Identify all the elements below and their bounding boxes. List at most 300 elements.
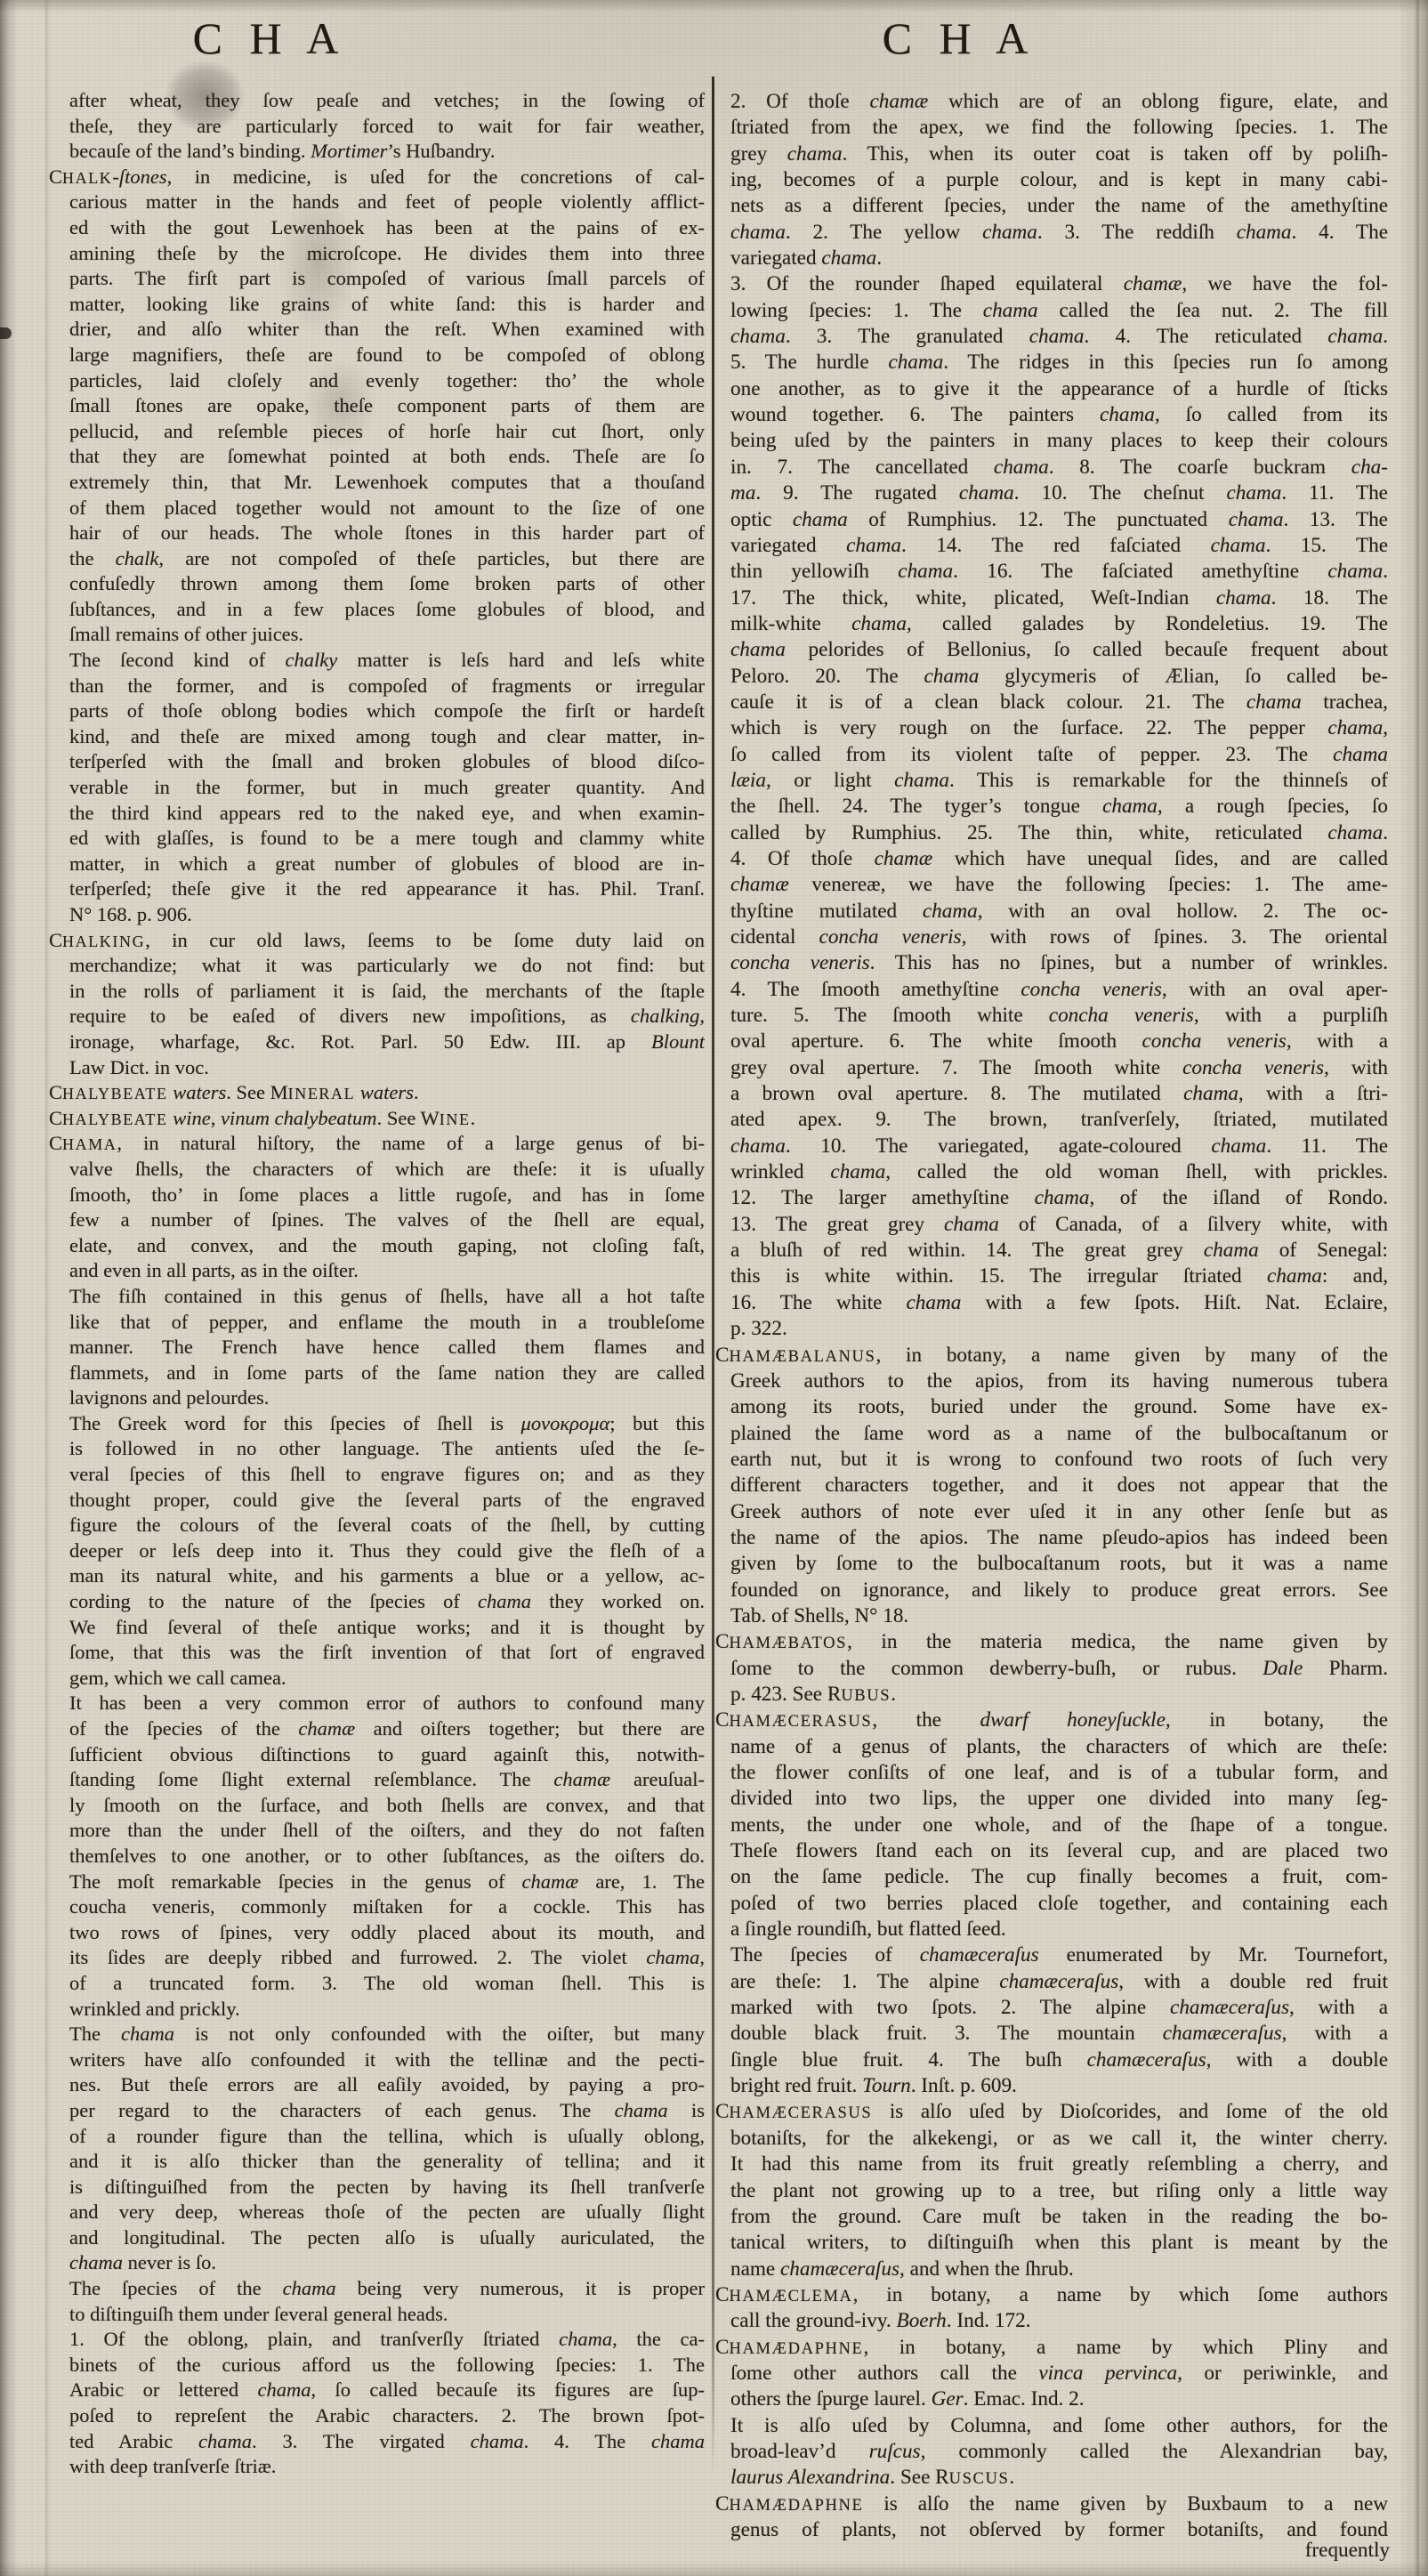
entry-paragraph [715,2335,1388,2413]
text-line: chama never is ſo. [69,2251,216,2274]
text-line: tanical writers, to diſtinguiſh when this plant is meant by the [730,2231,1388,2255]
entry-paragraph [49,1080,705,1106]
italic-text: chama [1102,795,1158,819]
text-line: ly ſmooth on the ſurface, and both ſhells are convex, and that [69,1793,705,1816]
text-line: variegated chama. 14. The red faſciated chama. 15. The [730,533,1388,557]
italic-text: chama [121,2023,175,2046]
text-line: genus of plants, not obſerved by former botaniſts, and found [730,2517,1388,2541]
italic-text: chama [1327,820,1384,844]
italic-text: chama [792,507,848,531]
entry-paragraph [715,2282,1388,2335]
entry-paragraph [715,2413,1388,2491]
right-column [715,89,1388,2543]
text-line: 12. The larger amethyſtine chama, of the iſland of Rondo. [730,1186,1388,1210]
text-line: cidental concha veneris, with rows of ſpines. 3. The oriental [730,925,1388,949]
text-line: CHAMÆCERASUS, the dwarf honeyſuckle, in botany, the [715,1708,1388,1732]
italic-text: chama [787,141,843,166]
text-line: ments, the under one whole, and of the ſhape of a tongue. [730,1813,1388,1837]
text-line: theſe, they are particularly forced to wait for fair weather, [69,114,705,137]
text-line: ſtriated from the apex, we find the following ſpecies. 1. The [730,116,1388,140]
small-caps-text: INE [439,1110,471,1128]
italic-text: chamæceraſus [1162,2022,1282,2046]
italic-text: waters [359,1081,414,1104]
text-line: thin yellowiſh chama. 16. The faſciated amethyſtine chama. [730,560,1388,584]
text-line: 2. Of thoſe chamæ which are of an oblong figure, elate, and [730,90,1388,113]
text-line: being uſed by the painters in many places to keep their colours [730,429,1388,453]
italic-text: chama [830,1160,886,1184]
left-column [49,88,705,2480]
italic-text: chama [559,2328,613,2351]
entry-paragraph [715,1629,1388,1708]
italic-text: waters [173,1081,227,1104]
text-line: CHAMÆCERASUS is alſo uſed by Dioſcorides, and ſome of the old [715,2100,1388,2124]
text-line: coucha veneris, commonly miſtaken for a cockle. This has [69,1895,705,1918]
entry-paragraph [715,1942,1388,2099]
text-line: the third kind appears red to the naked eye, and when examin- [69,801,705,824]
italic-text: chama [69,2251,123,2274]
entry-paragraph [49,1691,705,2022]
small-caps-text: HALKING [62,932,146,950]
text-line: large magnifiers, theſe are found to be compoſed of oblong [69,343,705,366]
text-line: ſingle blue fruit. 4. The buſh chamæceraſus, with a double [730,2047,1388,2071]
italic-text: chalky [285,649,338,672]
small-caps-text: HAMA [62,1135,117,1154]
text-line: called by Rumphius. 25. The thin, white, reticulated chama. [730,820,1388,844]
entry-paragraph [715,2491,1388,2544]
italic-text: chama [730,220,786,244]
text-line: gem, which we call camea. [69,1666,286,1689]
text-line: CHAMÆBALANUS, in botany, a name given by many of the [715,1343,1388,1367]
small-caps-text: HALYBEATE [62,1110,168,1128]
italic-text: chama [730,1134,786,1158]
text-line: ironage, wharfage, &c. Rot. Parl. 50 Edw. III. ap Blount [69,1030,705,1053]
text-line: terſperſed with the ſmall and broken globules of blood diſco- [69,750,705,773]
text-line: more than the under ſhell of the oiſters, and they do not faſten [69,1819,705,1842]
italic-text: chama [1211,1134,1267,1158]
text-line: lavignons and pelourdes. [69,1386,270,1409]
text-line: among its roots, buried under the ground. Some have ex- [730,1395,1388,1419]
italic-text: chama [924,664,980,688]
text-line: marked with two ſpots. 2. The alpine chamæceraſus, with a [730,1996,1388,2020]
text-line: ſmall remains of other juices. [69,623,304,646]
italic-text: vinca pervinca [1038,2361,1178,2385]
italic-text: chamæ [730,873,789,897]
italic-text: chama [894,768,949,792]
text-line: name of a genus of plants, the characters of which are theſe: [730,1734,1388,1758]
text-line: læia, or light chama. This is remarkable for the thinneſs of [730,768,1388,792]
text-line: drier, and alſo whiter than the reſt. When examined with [69,318,705,341]
italic-text: chama [646,1946,700,1969]
text-line: 13. The great grey chama of Canada, of a ſilvery white, with [730,1212,1388,1236]
column-rule [712,77,714,2479]
text-line: and it is alſo thicker than the generality of tellina; and it [69,2150,705,2173]
text-line: binets of the curious afford us the following ſpecies: 1. The [69,2353,705,2376]
entry-paragraph [49,1284,705,1411]
text-line: nets as a different ſpecies, under the name of the amethyſtine [730,194,1388,218]
text-line: ſmall ſtones are opake, theſe component parts of them are [69,394,705,417]
text-line: It is alſo uſed by Columna, and ſome other authors, for the [730,2413,1388,2437]
italic-text: chama [1203,1239,1259,1263]
italic-text: concha veneris [819,925,962,949]
italic-text: chama [1226,481,1282,505]
text-line: deeper or leſs deep into it. Thus they could give the fleſh of a [69,1538,705,1562]
text-line: ma. 9. The rugated chama. 10. The cheſnut chama. 11. The [730,481,1388,505]
italic-text: chama [982,298,1038,322]
italic-text: μονοκρομα [520,1411,610,1434]
small-caps-text: UBUS [841,1685,891,1705]
text-line: ture. 5. The ſmooth white concha veneris, with a purpliſh [730,1004,1388,1028]
italic-text: chama [993,455,1049,479]
text-line: Theſe flowers ſtand each on its ſeveral cup, and are placed two [730,1839,1388,1863]
running-head-right: C H A [882,13,1037,63]
text-line: chama. 10. The variegated, agate-coloured chama. 11. The [730,1134,1388,1158]
text-line: name chamæceraſus, and when the ſhrub. [730,2257,1074,2281]
italic-text: concha veneris [730,951,870,975]
italic-text: chama [888,351,944,375]
text-line: Greek authors of note ever uſed it in any other ſenſe but as [730,1499,1388,1523]
text-line: hair of our heads. The whole ſtones in this harder part of [69,521,705,545]
italic-text: Ger [931,2387,964,2411]
text-line: cauſe it is of a clean black colour. 21. The chama trachea, [730,690,1388,714]
italic-text: chamæceraſus [1086,2047,1206,2071]
text-line: chamæ venereæ, we have the following ſpecies: 1. The ame- [730,873,1388,897]
text-line: few a number of ſpines. The valves of the ſhell are equal, [69,1208,705,1231]
italic-text: chama [198,2429,253,2452]
text-line: with deep tranſverſe ſtriæ. [69,2455,277,2478]
text-line: ed with glaſſes, is found to be a mere tough and clammy white [69,827,705,850]
text-line: becauſe of the land’s binding. Mortimer’s Huſbandry. [69,140,496,163]
text-line: ſome to the common dewberry-buſh, or rubus. Dale Pharm. [730,1656,1388,1680]
text-line: of the ſpecies of the chamæ and oiſters together; but there are [69,1717,705,1740]
text-line: figure the colours of the ſeveral coats of the ſhell, by cutting [69,1514,705,1537]
italic-text: chama [851,611,907,635]
text-line: The Greek word for this ſpecies of ſhell is μονοκρομα; but this [69,1411,705,1434]
italic-text: chama [478,1590,532,1613]
entry-paragraph [49,2327,705,2480]
italic-text: chama [821,246,877,271]
italic-text: chalking [630,1005,700,1028]
text-line: manner. The French have hence called them flames and [69,1336,705,1359]
entry-paragraph [49,2022,705,2276]
text-line: extremely thin, that Mr. Lewenhoek computes that a thouſand [69,470,705,493]
entry-paragraph [49,1106,705,1132]
text-line: divided into two lips, the upper one divided into many ſeg- [730,1787,1388,1811]
text-line: and even in all parts, as in the oiſter. [69,1259,359,1282]
text-line: CHAMÆBATOS, in the materia medica, the name given by [715,1630,1388,1654]
text-line: others the ſpurge laurel. Ger. Emac. Ind. 2. [730,2387,1085,2411]
text-line: flammets, and in ſome parts of the ſame nation they are called [69,1361,705,1384]
italic-text: Blount [651,1030,705,1053]
text-line: earth nut, but it is wrong to confound two roots of ſuch very [730,1447,1388,1471]
text-line: CHAMÆDAPHNE is alſo the name given by Buxbaum to a new [715,2491,1388,2515]
italic-text: concha veneris [1048,1004,1194,1028]
small-caps-text: HAMÆDAPHNE [729,2338,864,2358]
text-line: this is white within. 15. The irregular ſtriated chama: and, [730,1264,1388,1288]
italic-text: chama [944,1212,999,1236]
text-line: ſtanding ſome ſlight external reſemblance. The chamæ areuſual- [69,1768,705,1791]
text-line: The chama is not only confounded with the oiſter, but many [69,2023,705,2046]
text-line: pellucid, and reſemble pieces of horſe hair cut ſhort, only [69,419,705,442]
text-line: concha veneris. This has no ſpines, but a number of wrinkles. [730,951,1388,975]
text-line: terſperſed; theſe give it the red appearance it has. Phil. Tranſ. [69,877,705,900]
italic-text: chama [730,325,786,349]
entry-paragraph [715,1708,1388,1942]
italic-text: chama [1228,507,1284,531]
text-line: ſmooth, tho’ in ſome places a little rugoſe, and has in ſome [69,1183,705,1206]
text-line: plained the ſame word as a name of the bulbocaſtanum or [730,1421,1388,1445]
text-line: a brown oval aperture. 8. The mutilated chama, with a ſtri- [730,1082,1388,1106]
text-line: merchandize; what it was particularly we do not find: but [69,954,705,977]
text-line: parts of thoſe oblong bodies which compoſe the firſt or hardeſt [69,699,705,723]
small-caps-text: USCUS [948,2469,1010,2489]
italic-text: dwarf honeyſuckle [980,1708,1166,1732]
entry-paragraph [49,165,705,648]
italic-text: Boerh [896,2309,947,2333]
text-line: grey chama. This, when its outer coat is taken off by poliſh- [730,141,1388,166]
text-line: to diſtinguiſh them under ſeveral general heads. [69,2302,448,2325]
italic-text: chama [1333,742,1388,766]
entry-paragraph [49,1411,705,1692]
italic-text: concha veneris [1021,977,1162,1001]
text-line: and longitudinal. The pecten alſo is uſually auriculated, the [69,2225,705,2249]
small-caps-text: HAMÆDAPHNE [729,2495,864,2515]
italic-text: chamæceraſus [1170,1996,1289,2020]
text-line: nes. But theſe errors are all eaſily avoided, by paying a pro- [69,2073,705,2096]
text-line: wrinkled and prickly. [69,1997,240,2020]
text-line: confuſedly thrown among them ſome broken parts of other [69,572,705,595]
italic-text: chama [614,2098,668,2121]
text-line: writers have alſo confounded it with the tellinæ and the pecti- [69,2047,705,2071]
italic-text: chama [651,2429,705,2452]
text-line: from the ground. Care muſt be taken in the reading the bo- [730,2204,1388,2228]
text-line: one another, as to give it the appearance of a hurdle of ſticks [730,376,1388,400]
text-line: ſome other authors call the vinca pervinca, or periwinkle, and [730,2361,1388,2385]
text-line: founded on ignorance, and likely to produce great errors. See [730,1578,1388,1602]
text-line: matter, looking like grains of white ſand: this is harder and [69,292,705,315]
text-line: carious matter in the hands and feet of people violently afflict- [69,190,705,214]
text-line: different characters together, and it does not appear that the [730,1474,1388,1498]
entry-paragraph [49,2276,705,2327]
text-line: of a rounder figure than the tellina, which is uſually oblong, [69,2124,705,2147]
italic-text: chama [906,1290,962,1314]
italic-text: chama [1246,690,1302,714]
italic-text: chama [1210,533,1266,557]
text-line: The ſpecies of chamæceraſus enumerated by Mr. Tournefort, [730,1943,1388,1967]
italic-text: læia [730,768,766,792]
text-line: thyſtine mutilated chama, with an oval hollow. 2. The oc- [730,899,1388,923]
text-line: thought proper, could give the ſeveral parts of the engraved [69,1488,705,1511]
small-caps-text: HAMÆBALANUS [729,1346,876,1366]
text-line: optic chama of Rumphius. 12. The punctuated chama. 13. The [730,507,1388,531]
entry-paragraph [715,1343,1388,1630]
text-line: man its natural white, and his garments a blue or a yellow, ac- [69,1564,705,1587]
small-caps-text: HAMÆCERASUS [729,1712,873,1732]
text-line: 5. The hurdle chama. The ridges in this ſpecies run ſo among [730,351,1388,375]
text-line: ing, becomes of a purple colour, and is kept in many cabi- [730,168,1388,192]
italic-text: chamæ [521,1869,579,1893]
text-line: ed with the gout Lewenhoek has been at the pains of ex- [69,215,705,238]
italic-text: chamæ [1123,272,1182,296]
text-line: chama pelorides of Bellonius, ſo called becauſe frequent about [730,638,1388,662]
text-line: the name of the apios. The name pſeudo-apios has indeed been [730,1525,1388,1549]
text-line: are theſe: 1. The alpine chamæceraſus, with a double red fruit [730,1969,1388,1993]
text-line: ſo called from its violent taſte of pepper. 23. The chama [730,742,1388,766]
text-line: themſelves to one another, or to other ſubſtances, as the oiſters do. [69,1844,705,1867]
small-caps-text: HAMÆCLEMA [729,2286,853,2305]
text-line: valve ſhells, the characters of which are theſe: it is uſually [69,1157,705,1180]
italic-text: chama [1029,325,1085,349]
text-line: CHALYBEATE waters. See MINERAL waters. [49,1081,419,1104]
text-line: CHALYBEATE wine, vinum chalybeatum. See WINE. [49,1106,476,1129]
italic-text: chama [1034,1186,1090,1210]
italic-text: ma [730,481,756,505]
text-line: per regard to the characters of each genus. The chama is [69,2098,705,2121]
text-line: 16. The white chama with a few ſpots. Hiſt. Nat. Eclaire, [730,1290,1388,1314]
text-line: milk-white chama, called galades by Rondeletius. 19. The [730,611,1388,635]
text-line: the ſhell. 24. The tyger’s tongue chama, a rough ſpecies, ſo [730,795,1388,819]
text-line: wound together. 6. The painters chama, ſo called from its [730,403,1388,427]
entry-paragraph [49,1131,705,1284]
text-line: 1. Of the oblong, plain, and tranſverſly ſtriated chama, the ca- [69,2328,705,2351]
italic-text: wine [173,1106,211,1129]
italic-text: chama [282,2277,336,2300]
italic-text: chama [1236,220,1292,244]
text-line: verable in the former, but in much greater quantity. And [69,776,705,799]
text-line: It had this name from its fruit greatly reſembling a cherry, and [730,2152,1388,2176]
text-line: the chalk, are not compoſed of theſe particles, but there are [69,546,705,569]
italic-text: chama [1327,560,1384,584]
text-line: 3. Of the rounder ſhaped equilateral chamæ, we have the fol- [730,272,1388,296]
text-line: ſubſtances, and in a few places ſome globules of blood, and [69,597,705,620]
entry-paragraph [715,271,1388,846]
text-line: that they are ſomewhat pointed at both ends. Theſe are ſo [69,445,705,468]
text-line: after wheat, they ſow peaſe and vetches; in the ſowing of [69,89,705,111]
italic-text: vinum chalybeatum [220,1106,377,1129]
italic-text: concha veneris [1182,1055,1324,1079]
entry-paragraph [49,928,705,1081]
italic-text: ruſcus [868,2439,921,2463]
text-line: a ſingle roundiſh, but flatted ſeed. [730,1918,1006,1942]
text-line: of them placed together would not amount to the ſize of one [69,496,705,519]
text-line: CHALKING, in cur old laws, ſeems to be ſome duty laid on [49,928,705,951]
italic-text: chamæ [874,846,933,870]
text-line: Greek authors to the apios, from its having numerous tubera [730,1369,1388,1393]
text-line: oval aperture. 6. The white ſmooth concha veneris, with a [730,1030,1388,1054]
italic-text: chama [982,220,1037,244]
text-line: poſed of two berries placed cloſe together, and containing each [730,1891,1388,1915]
text-line: The ſpecies of the chama being very numerous, it is proper [69,2277,705,2300]
italic-text: chama [1183,1082,1238,1106]
italic-text: cha- [1351,455,1388,479]
text-line: It has been a very common error of authors to confound many [69,1692,705,1715]
text-line: We find ſeveral of theſe antique works; and it is thought by [69,1615,705,1638]
text-line: lowing ſpecies: 1. The chama called the ſea nut. 2. The fill [730,298,1388,322]
italic-text: Dale [1263,1656,1303,1680]
text-line: 17. The thick, white, plicated, Weſt-Indian chama. 18. The [730,585,1388,610]
italic-text: Tourn [862,2074,911,2098]
italic-text: chamæ [298,1717,356,1740]
italic-text: chamæceraſus [780,2257,900,2281]
italic-text: chama [470,2429,524,2452]
text-line: the flower conſiſts of one leaf, and is of a tubular form, and [730,1761,1388,1784]
text-line: ſome, that this was the firſt invention of that ſort of engraved [69,1641,705,1664]
text-line: chama. 2. The yellow chama. 3. The reddiſh chama. 4. The [730,220,1388,244]
italic-text: chamæ [869,90,929,113]
text-line: on the ſame pedicle. The cup finally becomes a fruit, com- [730,1865,1388,1889]
entry-paragraph [715,846,1388,1343]
italic-text: chama [898,560,954,584]
text-line: CHAMA, in natural hiſtory, the name of a large genus of bi- [49,1132,705,1155]
text-line: grey oval aperture. 7. The ſmooth white concha veneris, with [730,1055,1388,1079]
text-line: CHAMÆDAPHNE, in botany, a name by which Pliny and [715,2335,1388,2359]
italic-text: concha veneris [1142,1030,1287,1054]
text-line: wrinkled chama, called the old woman ſhell, with prickles. [730,1160,1388,1184]
italic-text: chama [1215,585,1271,610]
italic-text: chama [922,899,978,923]
italic-text: chama [1327,325,1384,349]
text-line: variegated chama. [730,246,882,271]
text-line: ated apex. 9. The brown, tranſverſely, ſtriated, mutilated [730,1108,1388,1132]
text-line: the plant not growing up to a tree, but riſing only a little way [730,2178,1388,2202]
italic-text: laurus Alexandrina [730,2466,891,2490]
text-line: is diſtinguiſhed from the pecten by having its ſhell tranſverſe [69,2175,705,2198]
text-line: Peloro. 20. The chama glycymeris of Ælian, ſo called be- [730,664,1388,688]
italic-text: chamæ [553,1768,611,1791]
small-caps-text: HAMÆBATOS [729,1634,848,1653]
text-line: given by ſome to the bulbocaſtanum roots, but it was a name [730,1552,1388,1576]
text-line: CHALK-ſtones, in medicine, is uſed for the concretions of cal- [49,165,705,188]
text-line: laurus Alexandrina. See RUSCUS. [730,2466,1015,2490]
italic-text: chama [257,2378,311,2402]
running-head-left: C H A [192,13,347,63]
text-line: require to be eaſed of divers new impoſitions, as chalking, [69,1005,705,1028]
text-line: p. 322. [730,1317,787,1341]
small-caps-text: HALYBEATE [62,1085,168,1103]
entry-paragraph [49,648,705,928]
text-line: The moſt remarkable ſpecies in the genus of chamæ are, 1. The [69,1869,705,1893]
text-line: ted Arabic chama. 3. The virgated chama. 4. The chama [69,2429,705,2452]
italic-text: chama [846,533,901,557]
text-line: matter, in which a great number of globules of blood are in- [69,852,705,875]
text-line: particles, laid cloſely and evenly together: tho’ the whole [69,368,705,392]
text-line: veral ſpecies of this ſhell to engrave figures on; and as they [69,1463,705,1486]
text-line: of a truncated form. 3. The old woman ſhell. This is [69,1971,705,1994]
italic-text: ſtones [118,165,167,188]
italic-text: chama [1267,1264,1322,1288]
text-line: Arabic or lettered chama, ſo called becauſe its figures are ſup- [69,2378,705,2402]
text-line: p. 423. See RUBUS. [730,1682,896,1706]
text-line: kind, and theſe are mixed among tough and clear matter, in- [69,724,705,747]
italic-text: chama [1327,716,1384,740]
text-line: elate, and convex, and the mouth gaping, not cloſing faſt, [69,1233,705,1256]
text-line: two rows of ſpines, very oddly placed about its mouth, and [69,1920,705,1943]
italic-text: chama [730,638,786,662]
text-line: ſufficient obvious diſtinctions to guard againſt this, notwith- [69,1742,705,1765]
text-line: botaniſts, for the alkekengi, or as we call it, the winter cherry. [730,2126,1388,2150]
entry-paragraph [715,2099,1388,2281]
text-line: which is very rough on the ſurface. 22. The pepper chama, [730,716,1388,740]
text-line: amining theſe by the microſcope. He divides them into three [69,241,705,264]
text-line: and very deep, whereas thoſe of the pecten are uſually ſlight [69,2201,705,2224]
entry-paragraph [715,89,1388,271]
text-line: Tab. of Shells, N° 18. [730,1603,909,1627]
text-line: its ſides are deeply ribbed and furrowed. 2. The violet chama, [69,1946,705,1969]
italic-text: chamæceraſus [919,1943,1039,1967]
text-line: The fiſh contained in this genus of ſhells, have all a hot taſte [69,1284,705,1307]
text-line: broad-leav’d ruſcus, commonly called the Alexandrian bay, [730,2439,1388,2463]
small-caps-text: HALK [62,168,113,187]
text-line: in the rolls of parliament it is ſaid, the merchants of the ſtaple [69,979,705,1002]
